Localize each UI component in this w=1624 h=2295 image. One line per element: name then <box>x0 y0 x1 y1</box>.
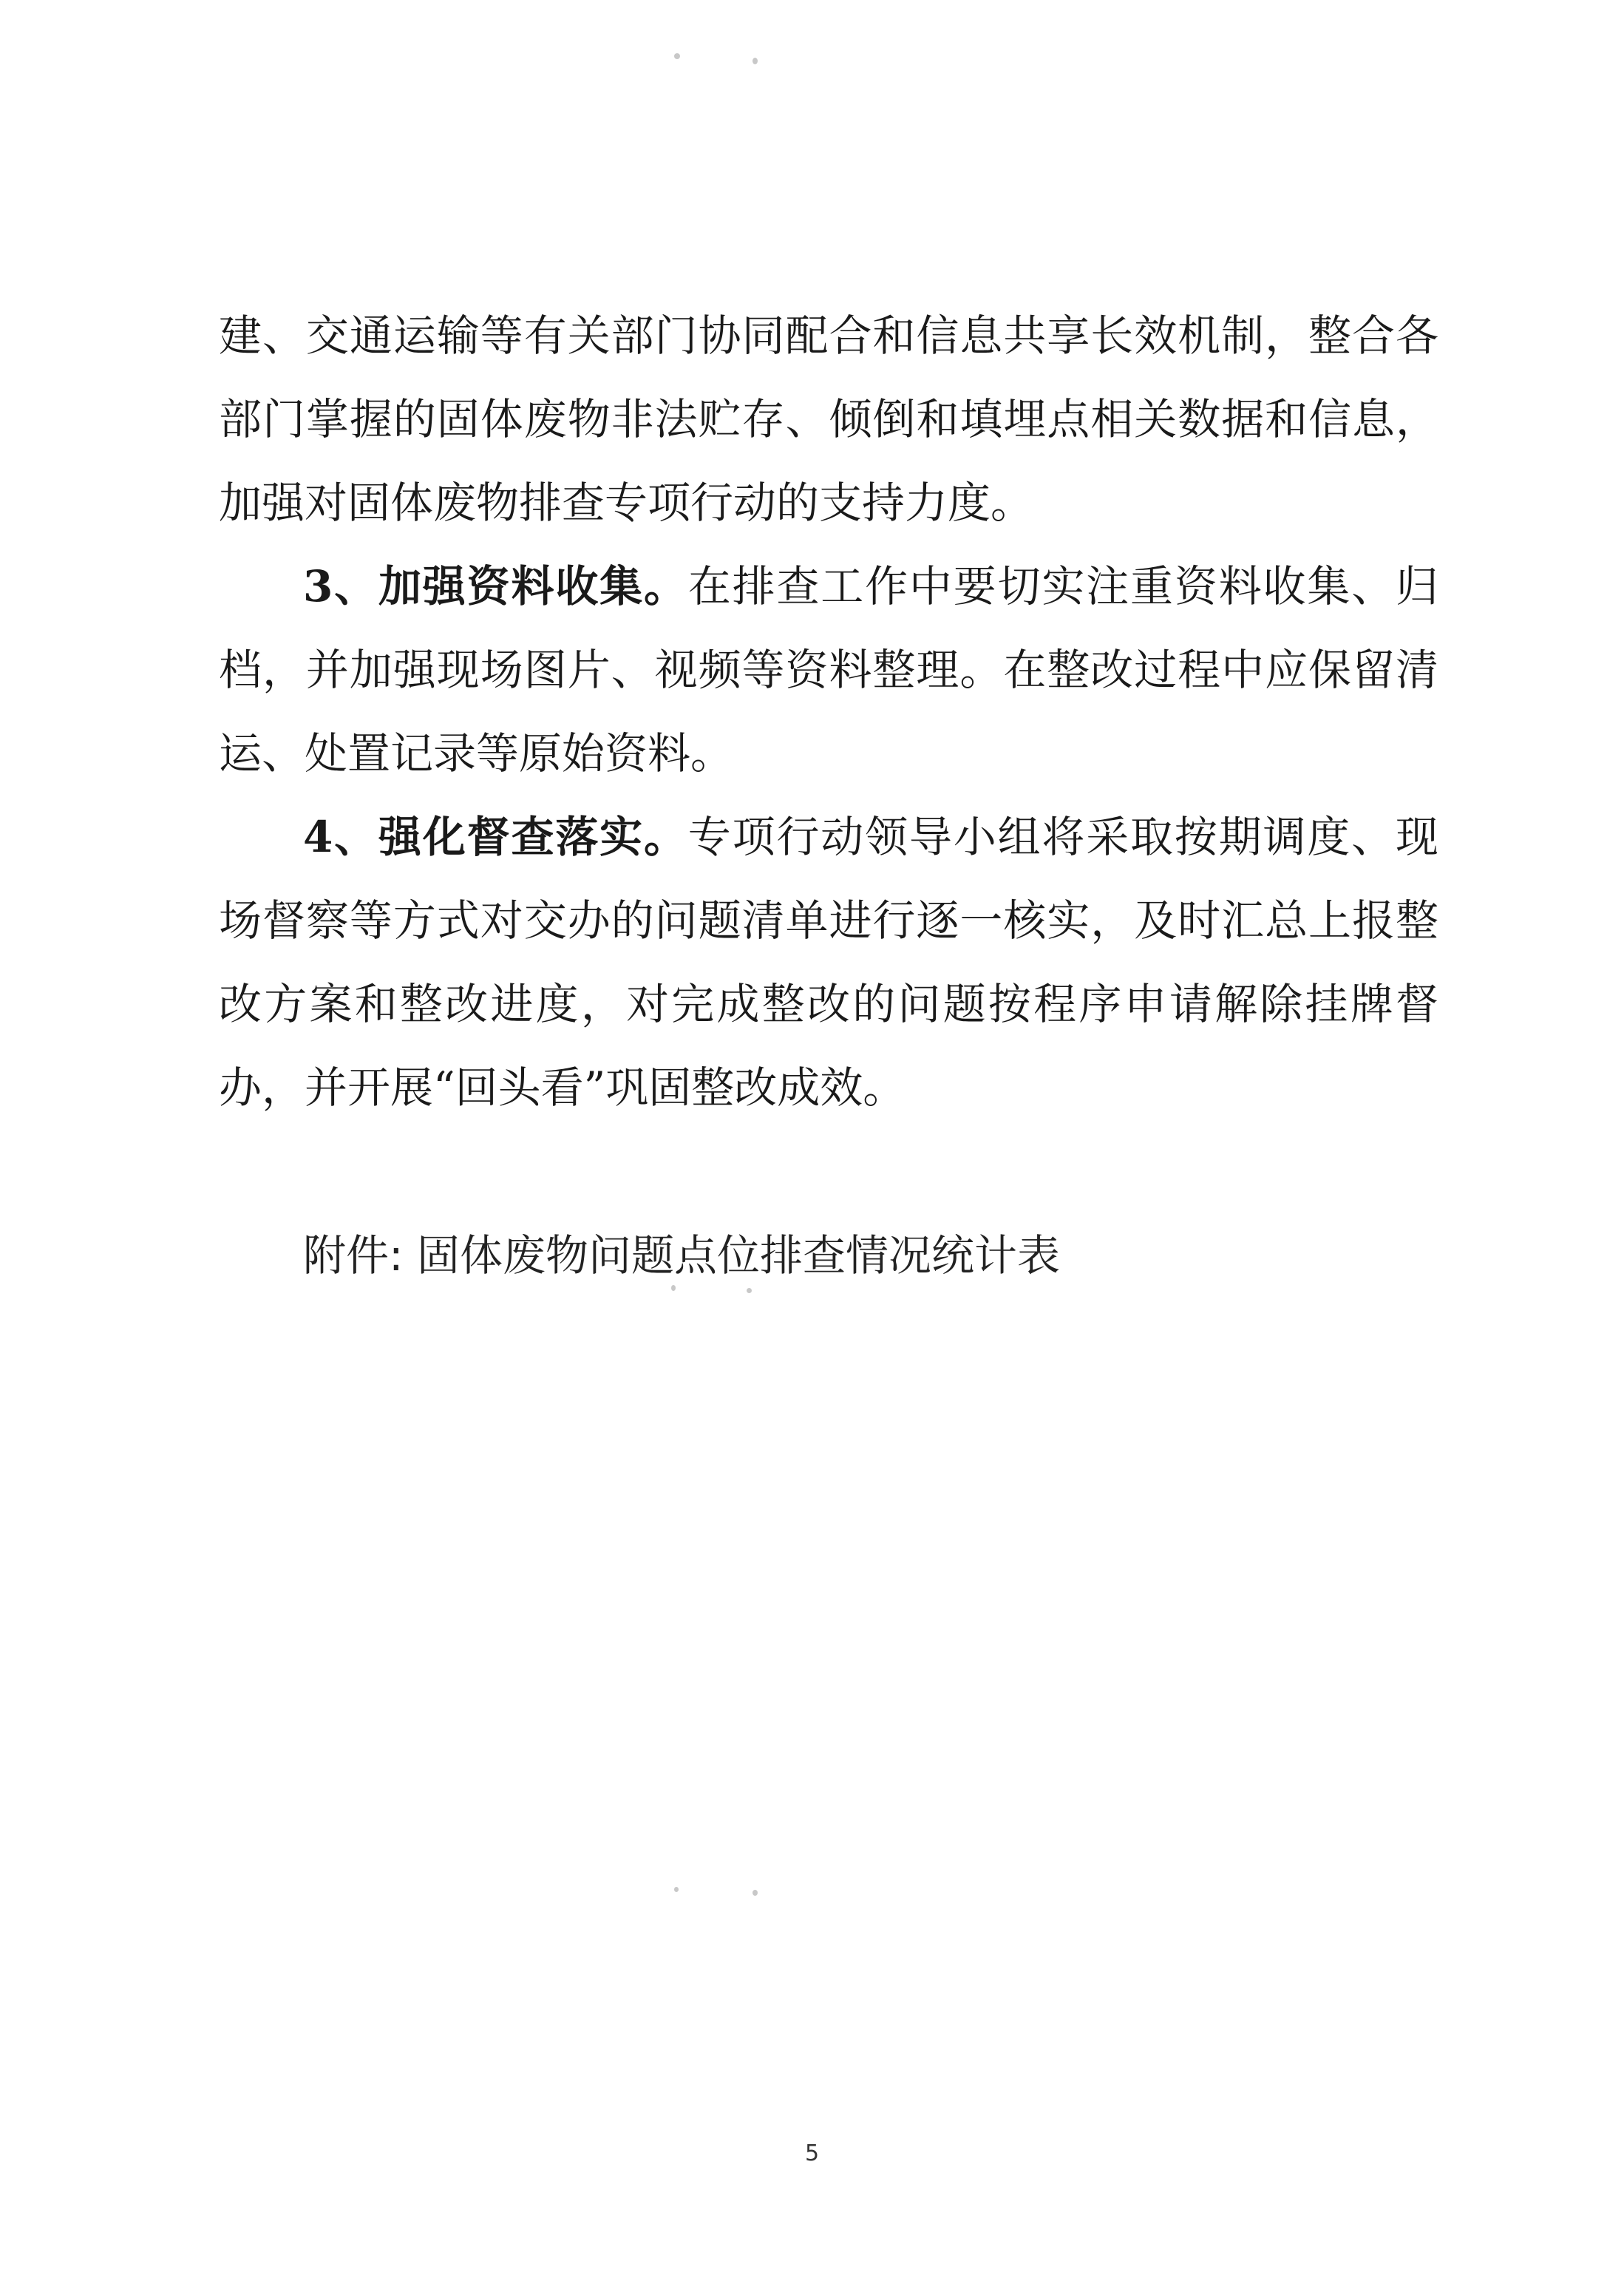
scan-speck <box>674 1887 679 1892</box>
scan-speck <box>674 53 680 59</box>
paragraph-text: 专项行动领导小组将采取按期调度、现场督察等方式对交办的问题清单进行逐一核实，及时汇总上报整改方案和整改进度，对完成整改的问题按程序申请解除挂牌督办，并开展“回头看”巩固整改成效。 <box>219 812 1438 1113</box>
item-heading: 强化督查落实。 <box>378 812 688 862</box>
scan-speck <box>752 58 758 64</box>
paragraph-item-3 <box>219 545 1438 796</box>
paragraph-text: 建、交通运输等有关部门协同配合和信息共享长效机制，整合各部门掌握的固体废物非法贮存、倾倒和填埋点相关数据和信息，加强对固体废物排查专项行动的支持力度。 <box>219 311 1438 528</box>
attachment-line: 附件: 固体废物问题点位排查情况统计表 <box>303 1230 1060 1281</box>
document-body <box>219 294 1438 1130</box>
paragraph-item-4 <box>219 796 1438 1130</box>
page-number: 5 <box>804 2140 820 2166</box>
paragraph-continuation <box>219 294 1438 545</box>
item-heading: 加强资料收集。 <box>378 561 688 611</box>
item-number: 4、 <box>303 812 379 862</box>
scan-speck <box>752 1890 758 1896</box>
item-number: 3、 <box>303 561 379 611</box>
paragraph-text: 在排查工作中要切实注重资料收集、归档，并加强现场图片、视频等资料整理。在整改过程中应保留清运、处置记录等原始资料。 <box>219 561 1438 779</box>
